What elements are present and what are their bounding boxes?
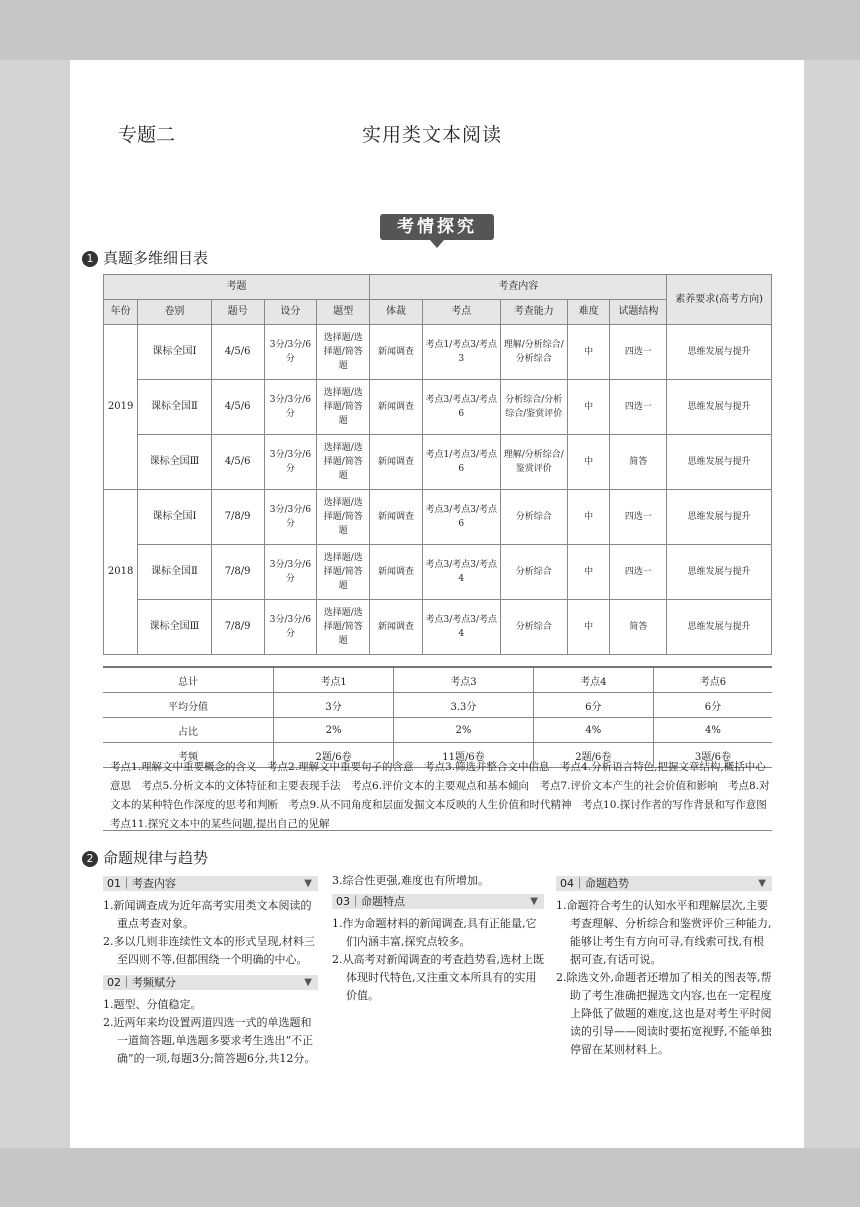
table-cell: 3分/3分/6分 <box>264 600 317 655</box>
table-cell: 考点3/考点3/考点6 <box>422 490 500 545</box>
list-item: 1.作为命题材料的新闻调查,具有正能量,它们内涵丰富,探究点较多。 <box>332 917 537 948</box>
table-cell: 四选一 <box>610 490 667 545</box>
list-item: 2.多以几则非连续性文本的形式呈现,材料三至四则不等,但都围绕一个明确的中心。 <box>103 935 315 966</box>
table-cell: 3分/3分/6分 <box>264 545 317 600</box>
list-item: 1.题型、分值稳定。 <box>103 998 202 1011</box>
exam-table <box>103 274 772 655</box>
table-cell: 平均分值 <box>103 693 274 718</box>
table-cell: 课标全国Ⅰ <box>138 490 212 545</box>
block-header: 04｜命题趋势 ▼ <box>556 876 772 891</box>
table-cell: 思维发展与提升 <box>667 325 772 380</box>
table-cell: 中 <box>567 325 609 380</box>
table-cell: 选择题/选择题/简答题 <box>317 490 370 545</box>
column-header: 体裁 <box>370 300 423 325</box>
banner: 考情探究 <box>380 214 494 240</box>
table-cell: 简答 <box>610 600 667 655</box>
table-cell: 中 <box>567 600 609 655</box>
table-cell: 分析综合 <box>500 490 567 545</box>
table-cell: 2题/6卷 <box>274 743 394 768</box>
table-cell: 课标全国Ⅲ <box>138 435 212 490</box>
chevron-down-icon: ▼ <box>758 878 766 889</box>
column-header: 试题结构 <box>610 300 667 325</box>
divider <box>103 830 772 831</box>
column-header: 卷别 <box>138 300 212 325</box>
chevron-down-icon: ▼ <box>530 896 538 907</box>
table-cell: 2题/6卷 <box>533 743 653 768</box>
table-cell: 课标全国Ⅱ <box>138 545 212 600</box>
table-cell: 新闻调查 <box>370 600 423 655</box>
table-row <box>103 667 772 693</box>
table-cell: 理解/分析综合/分析综合 <box>500 325 567 380</box>
table-cell: 课标全国Ⅱ <box>138 380 212 435</box>
table-row <box>104 600 772 655</box>
page <box>70 60 804 1148</box>
table-cell: 选择题/选择题/简答题 <box>317 545 370 600</box>
table-cell: 7/8/9 <box>211 545 264 600</box>
table-cell: 考点3/考点3/考点4 <box>422 545 500 600</box>
section-title: 命题规律与趋势 <box>103 849 209 867</box>
section-heading <box>82 847 208 868</box>
group-header: 考题 <box>104 275 370 300</box>
table-cell: 3分/3分/6分 <box>264 490 317 545</box>
table-cell: 7/8/9 <box>211 490 264 545</box>
table-cell: 4/5/6 <box>211 325 264 380</box>
table-cell: 考点3/考点3/考点4 <box>422 600 500 655</box>
chevron-down-icon: ▼ <box>304 878 312 889</box>
column-header: 年份 <box>104 300 138 325</box>
table-cell: 3分/3分/6分 <box>264 325 317 380</box>
table-cell: 新闻调查 <box>370 545 423 600</box>
group-header: 考查内容 <box>370 275 667 300</box>
table-cell: 3.3分 <box>394 693 534 718</box>
table-cell: 7/8/9 <box>211 600 264 655</box>
table-cell: 考点1/考点3/考点3 <box>422 325 500 380</box>
table-cell: 选择题/选择题/简答题 <box>317 325 370 380</box>
column-header: 题型 <box>317 300 370 325</box>
table-cell: 新闻调查 <box>370 325 423 380</box>
table-cell: 简答 <box>610 435 667 490</box>
table-cell: 4/5/6 <box>211 380 264 435</box>
table-row <box>103 718 772 743</box>
table-cell: 考点1/考点3/考点6 <box>422 435 500 490</box>
section-title: 真题多维细目表 <box>103 249 209 267</box>
topic-label: 专题二 <box>118 124 176 146</box>
table-row <box>104 325 772 380</box>
table-cell: 四选一 <box>610 325 667 380</box>
list-item: 1.新闻调查成为近年高考实用类文本阅读的重点考查对象。 <box>103 899 312 930</box>
table-cell: 3分 <box>274 693 394 718</box>
table-cell: 考点3/考点3/考点6 <box>422 380 500 435</box>
table-cell: 思维发展与提升 <box>667 435 772 490</box>
table-cell: 课标全国Ⅲ <box>138 600 212 655</box>
table-cell: 分析综合/分析综合/鉴赏评价 <box>500 380 567 435</box>
table-cell: 6分 <box>653 693 772 718</box>
chevron-down-icon: ▼ <box>304 977 312 988</box>
table-cell: 新闻调查 <box>370 380 423 435</box>
table-row <box>104 435 772 490</box>
column-header: 设分 <box>264 300 317 325</box>
year-cell: 2019 <box>104 325 138 490</box>
table-cell: 考点1 <box>274 667 394 693</box>
table-cell: 新闻调查 <box>370 435 423 490</box>
table-cell: 占比 <box>103 718 274 743</box>
table-cell: 选择题/选择题/简答题 <box>317 435 370 490</box>
column-header: 素养要求(高考方向) <box>667 275 772 325</box>
table-cell: 理解/分析综合/鉴赏评价 <box>500 435 567 490</box>
table-cell: 中 <box>567 545 609 600</box>
column-left <box>103 876 318 1068</box>
page-title: 实用类文本阅读 <box>362 124 503 146</box>
table-cell: 思维发展与提升 <box>667 600 772 655</box>
column-header: 考点 <box>422 300 500 325</box>
list-item: 1.命题符合考生的认知水平和理解层次,主要考查理解、分析综合和鉴赏评价三种能力,能够让考生有方向可寻,有线索可找,有根据可查,有话可说。 <box>556 899 772 966</box>
block-header: 02｜考频赋分 ▼ <box>103 975 318 990</box>
table-row <box>104 545 772 600</box>
table-cell: 4% <box>653 718 772 743</box>
column-header: 难度 <box>567 300 609 325</box>
section-heading <box>82 247 208 268</box>
column-header: 题号 <box>211 300 264 325</box>
table-cell: 4% <box>533 718 653 743</box>
table-cell: 中 <box>567 380 609 435</box>
table-cell: 分析综合 <box>500 545 567 600</box>
table-cell: 思维发展与提升 <box>667 380 772 435</box>
table-cell: 3分/3分/6分 <box>264 435 317 490</box>
block-header: 03｜命题特点 ▼ <box>332 894 544 909</box>
table-cell: 6分 <box>533 693 653 718</box>
column-right <box>556 876 772 1059</box>
table-cell: 3题/6卷 <box>653 743 772 768</box>
table-cell: 课标全国Ⅰ <box>138 325 212 380</box>
list-item: 2.除选文外,命题者还增加了相关的图表等,帮助了考生准确把握选文内容,也在一定程度上降低了做题的难度,这也是对考生平时阅读的引导——阅读时要拓宽视野,不能单独停留在某则材料上。 <box>556 971 772 1056</box>
table-cell: 新闻调查 <box>370 490 423 545</box>
table-cell: 选择题/选择题/简答题 <box>317 380 370 435</box>
table-cell: 3分/3分/6分 <box>264 380 317 435</box>
table-cell: 思维发展与提升 <box>667 490 772 545</box>
table-cell: 分析综合 <box>500 600 567 655</box>
table-cell: 思维发展与提升 <box>667 545 772 600</box>
table-cell: 考频 <box>103 743 274 768</box>
table-cell: 考点3 <box>394 667 534 693</box>
column-header: 考查能力 <box>500 300 567 325</box>
table-cell: 选择题/选择题/简答题 <box>317 600 370 655</box>
block-header: 01｜考查内容 ▼ <box>103 876 318 891</box>
section-number: 1 <box>82 251 98 267</box>
table-cell: 2% <box>394 718 534 743</box>
list-item: 2.从高考对新闻调查的考查趋势看,选材上既体现时代特色,又注重文本所具有的实用价值。 <box>332 953 544 1002</box>
background-shape <box>0 1148 860 1207</box>
table-cell: 中 <box>567 490 609 545</box>
table-row <box>104 380 772 435</box>
kaodian-note: 考点1.理解文中重要概念的含义 考点2.理解文中重要句子的含意 考点3.筛选并整合文中信息 考点4.分析语言特色,把握文章结构,概括中心意思 考点5.分析文本的文体特征和主要表现手法 考点6.评价文本的主要观点和基本倾向 考点7.评价文本产生的社会价值和影响 考点8.对文本的某种特色作深度的思考和判断 考点9.从不同角度和层面发掘文本反映的人生价值和时代精神 考点10.探讨作者的写作背景和写作意图 考点11.探究文本中的某些问题,提出自己的见解 <box>110 761 778 830</box>
list-item: 3.综合性更强,难度也有所增加。 <box>332 874 489 887</box>
summary-table <box>103 666 772 768</box>
list-item: 2.近两年来均设置两道四选一式的单选题和一道简答题,单选题多要求考生选出“不正确”的一项,每题3分;简答题6分,共12分。 <box>103 1016 316 1065</box>
table-cell: 考点4 <box>533 667 653 693</box>
table-cell: 考点6 <box>653 667 772 693</box>
table-row <box>103 693 772 718</box>
table-cell: 四选一 <box>610 545 667 600</box>
table-cell: 2% <box>274 718 394 743</box>
table-cell: 4/5/6 <box>211 435 264 490</box>
table-cell: 11题/6卷 <box>394 743 534 768</box>
year-cell: 2018 <box>104 490 138 655</box>
table-row <box>104 490 772 545</box>
table-cell: 总计 <box>103 667 274 693</box>
column-middle <box>332 872 544 1005</box>
background-shape <box>0 0 860 60</box>
section-number: 2 <box>82 851 98 867</box>
table-cell: 中 <box>567 435 609 490</box>
table-cell: 四选一 <box>610 380 667 435</box>
